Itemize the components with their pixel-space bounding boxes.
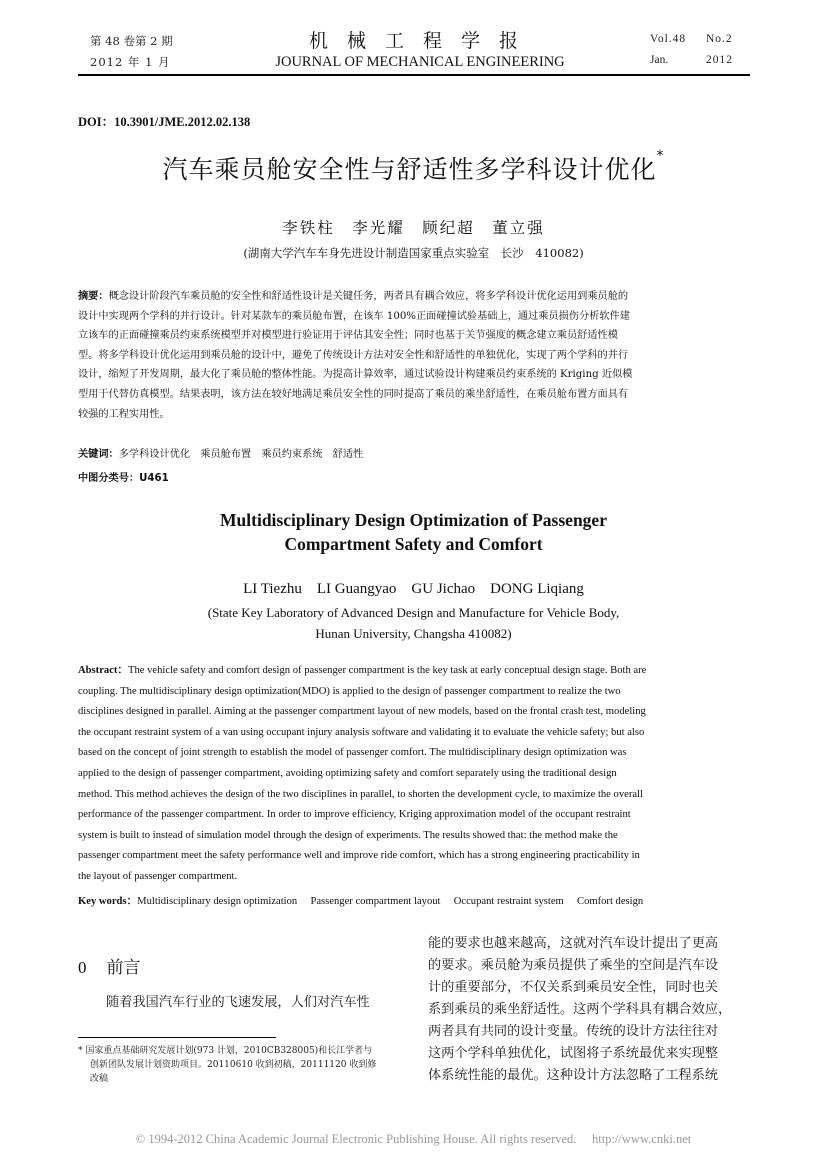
affiliation-en-line: Hunan University, Changsha 410082) [315, 626, 512, 641]
abstract-cn-line: 立该车的正面碰撞乘员约束系统模型并对模型进行验证用于评估其安全性；同时也基于关节强度的概念建立乘员舒适性模 [78, 330, 618, 342]
paper-title-en [0, 508, 827, 556]
authors-en: LI Tiezhu LI Guangyao GU Jichao DONG Liqiang [243, 581, 584, 597]
body-line: 计的重要部分，不仅关系到乘员安全性，同时也关 [428, 980, 719, 995]
doi: DOI：10.3901/JME.2012.02.138 [78, 115, 251, 129]
keywords-cn-text: 多学科设计优化 乘员舱布置 乘员约束系统 舒适性 [118, 449, 364, 460]
abstract-cn-label: 摘要： [78, 291, 109, 302]
abstract-cn-line: 设计，缩短了开发周期，最大化了乘员舱的整体性能。为提高计算效率，通过试验设计构建乘员约束系统的 Kriging 近似模 [78, 369, 633, 381]
paper-title-cn [0, 150, 827, 186]
abstract-en-line: disciplines designed in parallel. Aiming at the passenger compartment layout of new models, based on the frontal crash test, modeling [78, 706, 646, 718]
abstract-cn-line: 设计中实现两个学科的并行设计。针对某款车的乘员舱布置，在该车 100%正面碰撞试验基础上，通过乘员损伤分析软件建 [78, 310, 630, 322]
section-heading [78, 953, 141, 978]
section-number: 0 [78, 958, 87, 977]
keywords-en [78, 893, 643, 908]
abstract-cn [78, 287, 750, 424]
section-title: 前言 [106, 958, 141, 978]
header-volume-issue: 第 48 卷第 2 期 [90, 34, 173, 48]
body-line: 能的要求也越来越高，这就对汽车设计提出了更高 [428, 936, 719, 951]
body-text-left [106, 992, 406, 1014]
title-footnote-mark: * [656, 148, 665, 164]
abstract-en-line: performance of the passenger compartment. In order to improve efficiency, Kriging approximation model of the occupant restraint [78, 809, 631, 821]
abstract-cn-line: 型。将多学科设计优化运用到乘员舱的设计中，避免了传统设计方法对安全性和舒适性的单独优化，实现了两个学科的并行 [78, 349, 629, 361]
header-no: No.2 [706, 33, 733, 45]
footnote-line: 改稿 [90, 1074, 109, 1084]
body-line: 两者具有共同的设计变量。传统的设计方法往往对 [428, 1024, 719, 1039]
body-line: 体系统性能的最优。这种设计方法忽略了工程系统 [428, 1068, 719, 1083]
affiliation-cn: (湖南大学汽车车身先进设计制造国家重点实验室 长沙 410082) [243, 246, 584, 260]
body-text-right [428, 933, 753, 1087]
header-vol: Vol.48 [650, 33, 687, 45]
footnote [78, 1044, 408, 1086]
journal-title-en: JOURNAL OF MECHANICAL ENGINEERING [275, 54, 565, 70]
authors-cn: 李铁柱 李光耀 顾纪超 董立强 [282, 219, 545, 237]
keywords-cn [78, 445, 363, 460]
abstract-cn-line: 型用于代替仿真模型。结果表明，该方法在较好地满足乘员安全性的同时提高了乘员的乘坐舒适性，在乘员舱布置方面具有 [78, 388, 629, 400]
body-line: 的要求。乘员舱为乘员提供了乘坐的空间是汽车设 [428, 958, 719, 973]
affiliation-en [0, 602, 827, 644]
abstract-en [78, 661, 750, 888]
paper-title-en-line: Compartment Safety and Comfort [284, 534, 543, 554]
body-line: 系到乘员的乘坐舒适性。这两个学科具有耦合效应， [428, 1002, 732, 1017]
footnote-line: * 国家重点基础研究发展计划(973 计划，2010CB328005)和长江学者与 [78, 1046, 373, 1056]
header-rule [78, 74, 750, 76]
abstract-cn-line: 摘要：概念设计阶段汽车乘员舱的安全性和舒适性设计是关键任务，两者具有耦合效应，将多学科设计优化运用到乘员舱的 [78, 291, 629, 302]
abstract-en-line: system is built to instead of simulation model through the design of experiments. The results showed that: the method make the [78, 829, 618, 841]
abstract-en-line: applied to the design of passenger compartment, avoiding optimizing safety and comfort separately using the traditional design [78, 767, 617, 779]
clc-number: 中图分类号：U461 [78, 473, 169, 484]
keywords-cn-label: 关键词： [78, 449, 119, 460]
header-year: 2012 [706, 54, 733, 66]
abstract-en-line: the layout of passenger compartment. [78, 870, 238, 882]
body-line: 这两个学科单独优化，试图将子系统最优来实现整 [428, 1046, 719, 1061]
header-month: Jan. [650, 54, 669, 66]
abstract-en-line: passenger compartment meet the safety performance well and improve ride comfort, which has a strong engineering practicability in [78, 850, 640, 862]
abstract-en-line: Abstract：The vehicle safety and comfort design of passenger compartment is the key task at early conceptual design stage. Both are [78, 665, 647, 676]
copyright-footer: © 1994-2012 China Academic Journal Electronic Publishing House. All rights reserved. http://www.cnki.net [135, 1132, 692, 1146]
abstract-en-line: based on the concept of joint strength to establish the model of passenger comfort. The multidisciplinary design optimization was [78, 747, 627, 759]
affiliation-en-line: (State Key Laboratory of Advanced Design and Manufacture for Vehicle Body, [207, 605, 620, 620]
keywords-en-label: Key words： [78, 896, 138, 907]
abstract-cn-line: 较强的工程实用性。 [78, 408, 170, 420]
abstract-en-line: method. This method achieves the design of the two disciplines in parallel, to shorten the development cycle, to maximize the overall [78, 788, 643, 800]
footnote-rule [78, 1037, 276, 1038]
journal-title-cn: 机 械 工 程 学 报 [308, 30, 518, 52]
abstract-en-line: coupling. The multidisciplinary design optimization(MDO) is applied to the design of passenger compartment to realize the two [78, 685, 621, 697]
body-line: 随着我国汽车行业的飞速发展，人们对汽车性 [106, 995, 370, 1010]
footnote-line: 创新团队发展计划资助项目。20110610 收到初稿，20111120 收到修 [90, 1060, 377, 1070]
abstract-en-line: the occupant restraint system of a van using occupant injury analysis software and validating it to evaluate the vehicle safety; but also [78, 726, 645, 738]
paper-title-en-line: Multidisciplinary Design Optimization of Passenger [220, 510, 607, 530]
keywords-en-text: Multidisciplinary design optimization Passenger compartment layout Occupant restraint system Comfort design [137, 896, 644, 907]
abstract-en-label: Abstract： [78, 665, 129, 676]
header-date: 2012 年 1 月 [90, 55, 171, 69]
paper-title-cn-text: 汽车乘员舱安全性与舒适性多学科设计优化 [162, 155, 657, 184]
